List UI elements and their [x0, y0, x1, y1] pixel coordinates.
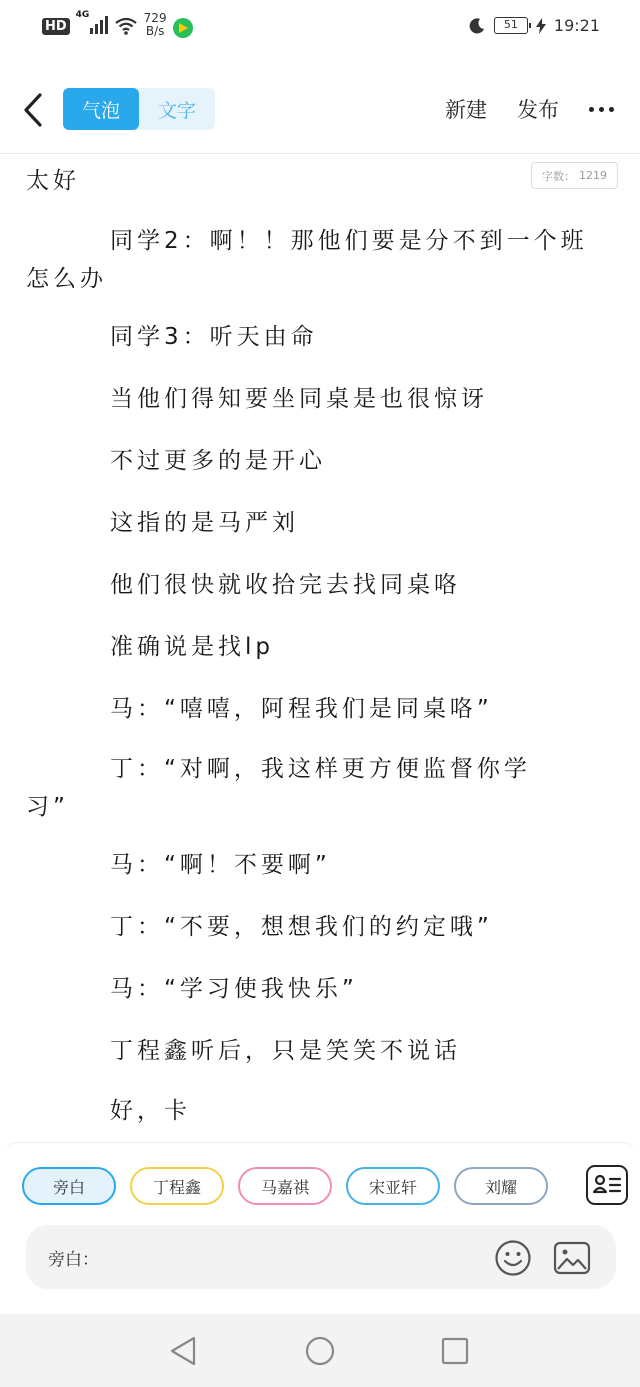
- character-chip[interactable]: 刘耀: [454, 1167, 548, 1205]
- speaker-label: 旁白：: [48, 1250, 99, 1270]
- word-count-label: 字数：: [542, 169, 575, 183]
- network-speed: 729 B/s: [143, 11, 167, 38]
- tab-bubble[interactable]: 气泡: [63, 88, 139, 130]
- character-chip[interactable]: 马嘉祺: [238, 1167, 332, 1205]
- moon-icon: [468, 17, 486, 35]
- dialogue-input-bar: [26, 1225, 616, 1289]
- emoji-button[interactable]: [494, 1239, 532, 1277]
- text-line: 当他们得知要坐同桌是也很惊讶: [110, 386, 488, 412]
- nav-back-button[interactable]: [166, 1334, 200, 1368]
- text-line: 马：“嘻嘻，阿程我们是同桌咯”: [110, 696, 493, 722]
- text-line: 准确说是找lp: [110, 634, 274, 660]
- dialogue-input[interactable]: [108, 1239, 488, 1275]
- text-line: 怎么办: [26, 266, 107, 292]
- cell-signal-icon: [76, 12, 108, 34]
- character-input-panel: [0, 1142, 640, 1314]
- battery-icon: 51: [494, 17, 528, 34]
- network-type: 4G: [75, 10, 90, 20]
- character-list[interactable]: [22, 1167, 517, 1207]
- image-button[interactable]: [552, 1239, 592, 1277]
- wifi-icon: [114, 16, 138, 36]
- system-nav-bar: [0, 1314, 640, 1387]
- text-line: 丁：“不要，想想我们的约定哦”: [110, 914, 493, 940]
- text-line: 他们很快就收拾完去找同桌咯: [110, 572, 461, 598]
- nav-recents-button[interactable]: [438, 1334, 472, 1368]
- hd-indicator: HD: [42, 18, 70, 35]
- editor-content[interactable]: [0, 154, 640, 1144]
- circle-home-icon: [304, 1335, 336, 1367]
- word-count-badge: [531, 162, 618, 189]
- chevron-left-icon: [23, 93, 43, 127]
- nav-home-button[interactable]: [303, 1334, 337, 1368]
- publish-button[interactable]: 发布: [517, 98, 559, 122]
- clock: 19:21: [553, 16, 600, 35]
- dot-icon: [609, 107, 614, 112]
- dot-icon: [599, 107, 604, 112]
- text-line: 同学3：听天由命: [110, 324, 318, 350]
- text-line: 同学2：啊！！那他们要是分不到一个班: [110, 228, 588, 254]
- text-line: 马：“学习使我快乐”: [110, 976, 358, 1002]
- video-app-icon: [173, 18, 193, 38]
- status-bar: [0, 0, 640, 56]
- text-line: 丁：“对啊，我这样更方便监督你学: [110, 756, 531, 782]
- text-line: 丁程鑫听后，只是笑笑不说话: [110, 1038, 461, 1064]
- word-count-value: 1219: [579, 169, 607, 182]
- character-manage-button[interactable]: [586, 1165, 628, 1205]
- more-menu-button[interactable]: [589, 107, 614, 112]
- smiley-icon: [494, 1239, 532, 1277]
- triangle-back-icon: [168, 1335, 198, 1367]
- character-chip[interactable]: 宋亚轩: [346, 1167, 440, 1205]
- tab-text[interactable]: 文字: [157, 99, 196, 122]
- text-line: 不过更多的是开心: [110, 448, 326, 474]
- character-chip-narrator[interactable]: 旁白: [22, 1167, 116, 1205]
- character-chip[interactable]: 丁程鑫: [130, 1167, 224, 1205]
- back-button[interactable]: [18, 90, 48, 130]
- text-line: 太好: [26, 168, 80, 194]
- text-line: 这指的是马严刘: [110, 510, 299, 536]
- charging-icon: [536, 18, 546, 34]
- new-button[interactable]: 新建: [445, 98, 487, 122]
- mode-toggle: [63, 88, 215, 130]
- dot-icon: [589, 107, 594, 112]
- text-line: 好，卡: [110, 1098, 191, 1124]
- text-line: 习”: [26, 794, 69, 820]
- text-line: 马：“啊！不要啊”: [110, 852, 331, 878]
- app-header: [0, 80, 640, 140]
- square-recents-icon: [440, 1336, 470, 1366]
- image-icon: [552, 1239, 592, 1277]
- contact-card-icon: [592, 1172, 622, 1198]
